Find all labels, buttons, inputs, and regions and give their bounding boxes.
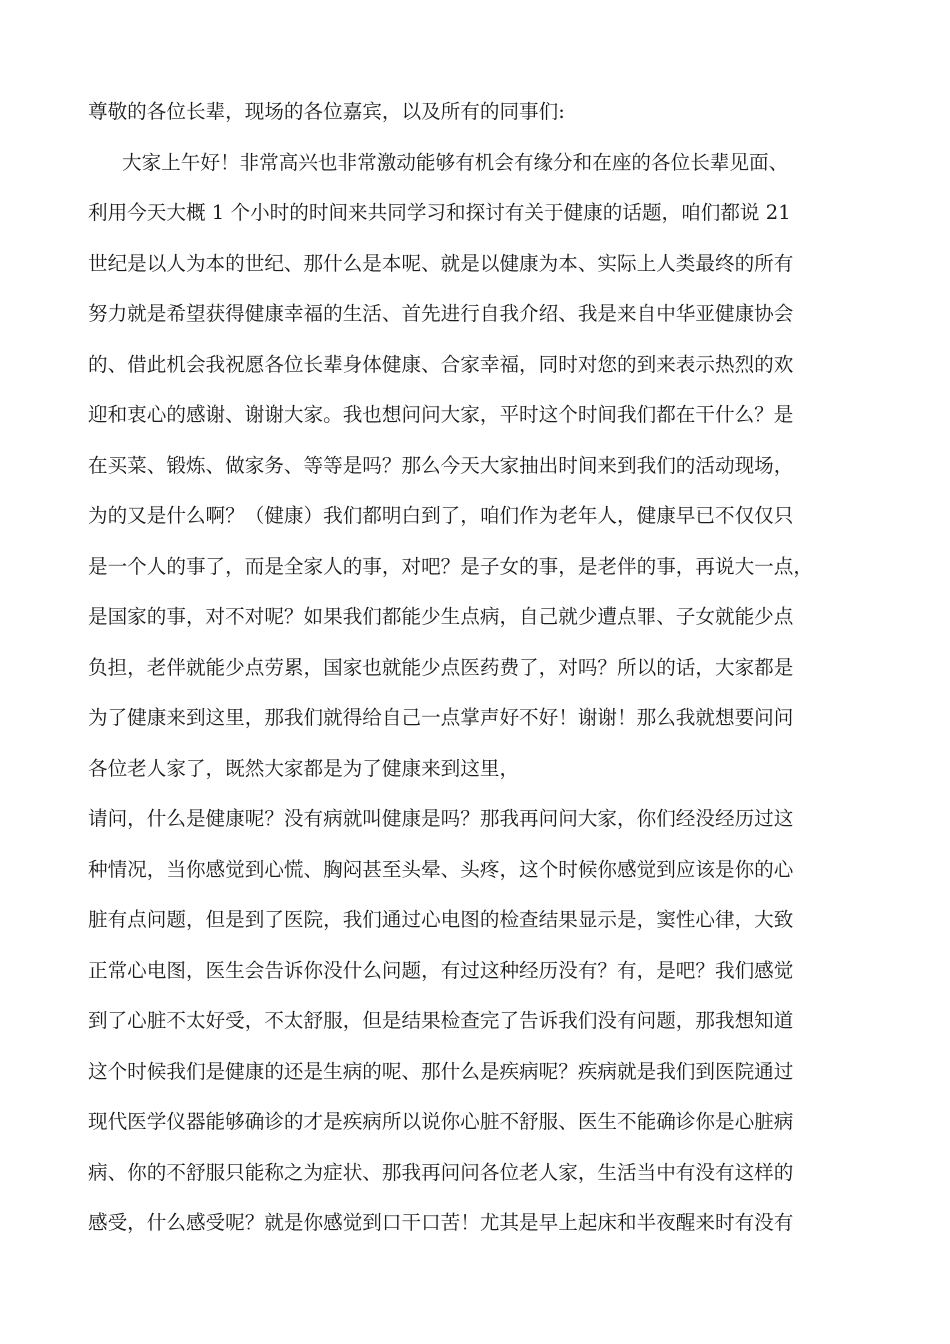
paragraph-line: 是国家的事，对不对呢？如果我们都能少生点病，自己就少遭点罪、子女就能少点: [88, 605, 794, 628]
salutation: 尊敬的各位长辈，现场的各位嘉宾，以及所有的同事们:: [88, 100, 565, 123]
paragraph-line: 利用今天大概 1 个小时的时间来共同学习和探讨有关于健康的话题，咱们都说 21: [88, 201, 791, 224]
paragraph-line: 为的又是什么啊？（健康）我们都明白到了，咱们作为老年人，健康早已不仅仅只: [88, 504, 794, 527]
paragraph-line: 努力就是希望获得健康幸福的生活、首先进行自我介绍、我是来自中华亚健康协会: [88, 302, 794, 325]
paragraph-line: 脏有点问题，但是到了医院，我们通过心电图的检查结果显示是，窦性心律，大致: [88, 908, 794, 931]
paragraph-line: 这个时候我们是健康的还是生病的呢、那什么是疾病呢？疾病就是我们到医院通过: [88, 1060, 794, 1083]
paragraph-line: 到了心脏不太好受，不太舒服，但是结果检查完了告诉我们没有问题，那我想知道: [88, 1009, 794, 1032]
paragraph-line: 的、借此机会我祝愿各位长辈身体健康、合家幸福，同时对您的到来表示热烈的欢: [88, 353, 794, 376]
paragraph-line: 世纪是以人为本的世纪、那什么是本呢、就是以健康为本、实际上人类最终的所有: [88, 252, 794, 275]
paragraph-line: 各位老人家了，既然大家都是为了健康来到这里，: [88, 757, 520, 780]
paragraph-line: 正常心电图，医生会告诉你没什么问题，有过这种经历没有？有，是吧？我们感觉: [88, 959, 794, 982]
paragraph-line: 病、你的不舒服只能称之为症状、那我再问问各位老人家，生活当中有没有这样的: [88, 1161, 794, 1184]
paragraph-line: 大家上午好！非常高兴也非常激动能够有机会有缘分和在座的各位长辈见面、: [122, 151, 789, 174]
paragraph-line: 迎和衷心的感谢、谢谢大家。我也想问问大家，平时这个时间我们都在干什么？是: [88, 403, 794, 426]
paragraph-line: 在买菜、锻炼、做家务、等等是吗？那么今天大家抽出时间来到我们的活动现场，: [88, 454, 794, 477]
paragraph-line: 负担，老伴就能少点劳累，国家也就能少点医药费了，对吗？所以的话，大家都是: [88, 656, 794, 679]
paragraph-line: 为了健康来到这里，那我们就得给自己一点掌声好不好！谢谢！那么我就想要问问: [88, 706, 794, 729]
paragraph-line: 请问，什么是健康呢？没有病就叫健康是吗？那我再问问大家，你们经没经历过这: [88, 807, 794, 830]
paragraph-line: 是一个人的事了，而是全家人的事，对吧？是子女的事，是老伴的事，再说大一点，: [88, 555, 813, 578]
paragraph-line: 种情况，当你感觉到心慌、胸闷甚至头晕、头疼，这个时候你感觉到应该是你的心: [88, 858, 794, 881]
paragraph-line: 现代医学仪器能够确诊的才是疾病所以说你心脏不舒服、医生不能确诊你是心脏病: [88, 1110, 794, 1133]
paragraph-line: 感受，什么感受呢？就是你感觉到口干口苦！尤其是早上起床和半夜醒来时有没有: [88, 1211, 794, 1234]
